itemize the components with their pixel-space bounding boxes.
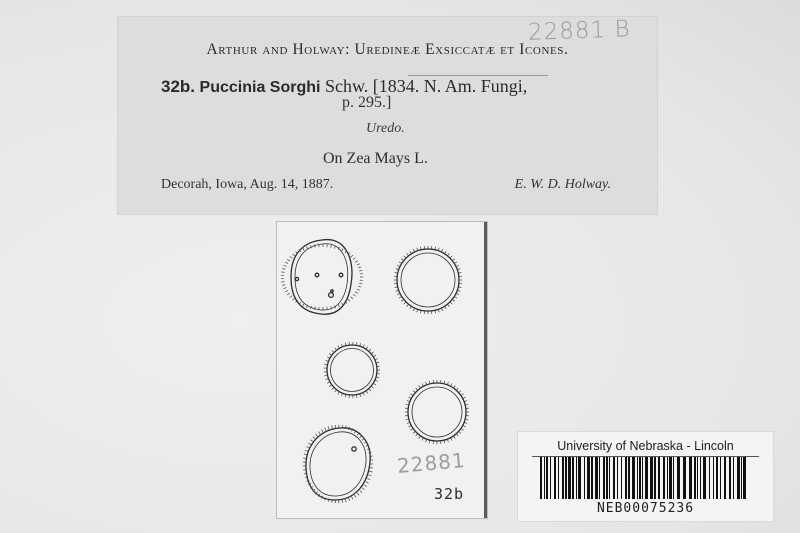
- spore-round-upper: [397, 249, 459, 311]
- spore-round-small: [327, 345, 377, 395]
- accession-number: 22881 B: [528, 16, 632, 46]
- spore-round-lower: [408, 383, 466, 441]
- spore-drawing-svg: [277, 222, 484, 518]
- barcode: [540, 457, 751, 499]
- label-heading: Arthur and Holway: Uredineæ Exsiccatæ et Icones.: [206, 41, 569, 58]
- spore-pear-pored: [306, 428, 370, 500]
- figure-label: 32b: [434, 485, 465, 503]
- spore-illustration: [277, 222, 487, 518]
- spore-stage: Uredo.: [366, 121, 405, 136]
- host-plant: On Zea Mays L.: [323, 150, 428, 167]
- collector: E. W. D. Holway.: [514, 177, 611, 192]
- barcode-label: [518, 432, 773, 521]
- institution-name: University of Nebraska - Lincoln: [557, 439, 734, 453]
- specimen-number: 32b.: [161, 77, 196, 96]
- handwritten-number: 22881: [396, 448, 467, 478]
- taxon-name: Puccinia Sorghi: [199, 79, 321, 96]
- barcode-number: NEB00075236: [596, 501, 695, 516]
- citation-continuation: p. 295.]: [342, 94, 392, 111]
- author-citation: Schw. [1834. N. Am. Fungi,: [324, 76, 528, 96]
- specimen-label: [118, 17, 657, 214]
- locality-date: Decorah, Iowa, Aug. 14, 1887.: [161, 177, 334, 192]
